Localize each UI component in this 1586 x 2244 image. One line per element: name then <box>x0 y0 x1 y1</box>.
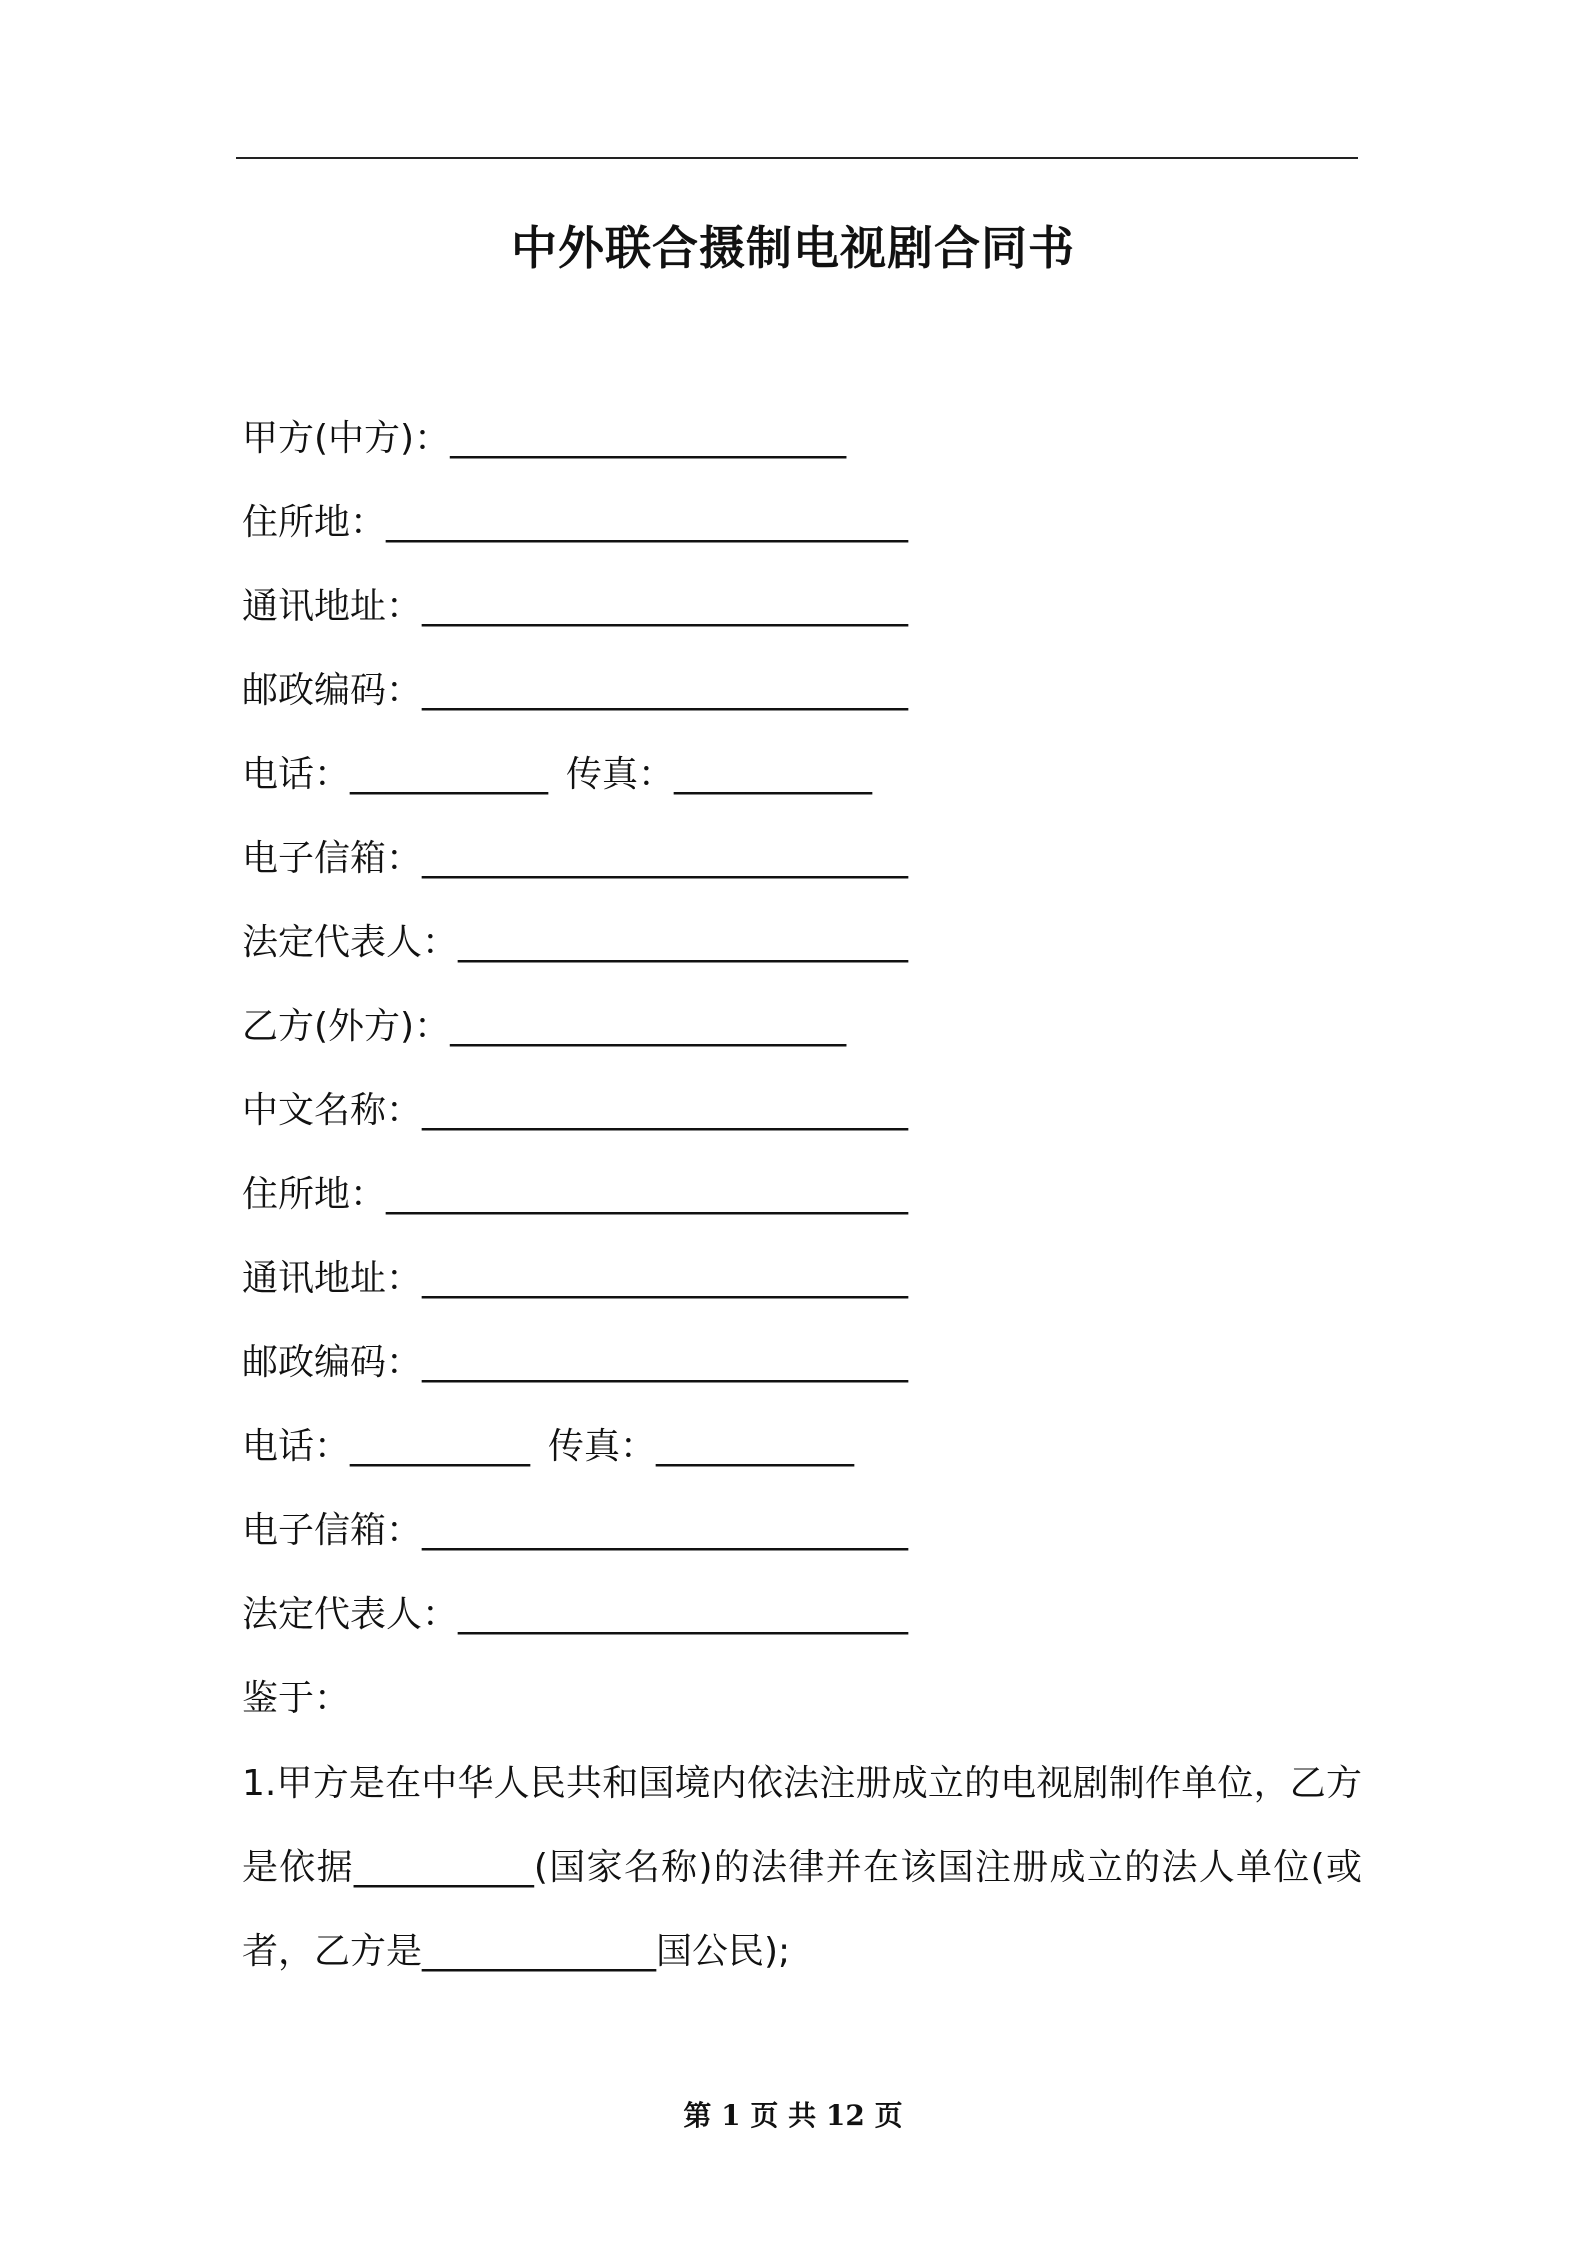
party-b-fax-label: 传真： <box>548 1426 657 1467</box>
party-b-header-row <box>242 1000 1362 1084</box>
party-a-rep-blank[interactable]: _________________________ <box>458 922 909 963</box>
party-b-email-blank[interactable]: ___________________________ <box>422 1510 909 1551</box>
party-a-rep-row <box>242 916 1362 1000</box>
party-a-rep-label: 法定代表人： <box>242 922 459 963</box>
party-a-email-row <box>242 832 1362 916</box>
party-b-rep-blank[interactable]: _________________________ <box>458 1594 909 1635</box>
party-b-fax-blank[interactable]: ___________ <box>656 1426 855 1467</box>
party-a-fax-blank[interactable]: ___________ <box>674 754 873 795</box>
party-a-address-blank[interactable]: ___________________________ <box>422 586 909 627</box>
party-a-postcode-blank[interactable]: ___________________________ <box>422 670 909 711</box>
party-b-residence-label: 住所地： <box>242 1174 387 1215</box>
party-a-phone-label: 电话： <box>242 754 351 795</box>
party-b-residence-row <box>242 1168 1362 1252</box>
party-b-phone-fax-row <box>242 1420 1362 1504</box>
party-b-phone-label: 电话： <box>242 1426 351 1467</box>
party-b-email-row <box>242 1504 1362 1588</box>
party-a-name-blank[interactable]: ______________________ <box>450 418 847 459</box>
document-title: 中外联合摄制电视剧合同书 <box>511 221 1075 275</box>
party-b-postcode-row <box>242 1336 1362 1420</box>
contract-fields <box>242 412 1362 1994</box>
whereas-heading: 鉴于： <box>242 1678 351 1719</box>
party-a-postcode-row <box>242 664 1362 748</box>
party-a-residence-row <box>242 496 1362 580</box>
party-a-residence-label: 住所地： <box>242 502 387 543</box>
party-b-address-row <box>242 1252 1362 1336</box>
party-a-email-label: 电子信箱： <box>242 838 423 879</box>
party-b-email-label: 电子信箱： <box>242 1510 423 1551</box>
party-b-address-label: 通讯地址： <box>242 1258 423 1299</box>
party-b-phone-blank[interactable]: __________ <box>350 1426 531 1467</box>
party-b-chinese-name-blank[interactable]: ___________________________ <box>422 1090 909 1131</box>
party-a-address-label: 通讯地址： <box>242 586 423 627</box>
party-b-header-label: 乙方(外方)： <box>242 1006 451 1047</box>
party-b-rep-row <box>242 1588 1362 1672</box>
header-rule <box>236 157 1358 159</box>
party-b-name-blank[interactable]: ______________________ <box>450 1006 847 1047</box>
party-a-phone-blank[interactable]: ___________ <box>350 754 549 795</box>
party-b-postcode-blank[interactable]: ___________________________ <box>422 1342 909 1383</box>
party-b-residence-blank[interactable]: _____________________________ <box>386 1174 909 1215</box>
page-indicator: 第 1 页 共 12 页 <box>683 2099 903 2132</box>
party-a-residence-blank[interactable]: _____________________________ <box>386 502 909 543</box>
party-a-email-blank[interactable]: ___________________________ <box>422 838 909 879</box>
recital-clause-1: 1.甲方是在中华人民共和国境内依法注册成立的电视剧制作单位，乙方是依据__________(国家名称)的法律并在该国注册成立的法人单位(或者，乙方是_____________国公民); <box>242 1763 1362 1972</box>
party-a-header-label: 甲方(中方)： <box>242 418 451 459</box>
party-b-rep-label: 法定代表人： <box>242 1594 459 1635</box>
party-a-address-row <box>242 580 1362 664</box>
party-a-phone-fax-row <box>242 748 1362 832</box>
party-a-header-row <box>242 412 1362 496</box>
party-a-fax-label: 传真： <box>566 754 675 795</box>
party-b-chinese-name-row <box>242 1084 1362 1168</box>
party-b-chinese-name-label: 中文名称： <box>242 1090 423 1131</box>
party-b-address-blank[interactable]: ___________________________ <box>422 1258 909 1299</box>
party-a-postcode-label: 邮政编码： <box>242 670 423 711</box>
party-b-postcode-label: 邮政编码： <box>242 1342 423 1383</box>
